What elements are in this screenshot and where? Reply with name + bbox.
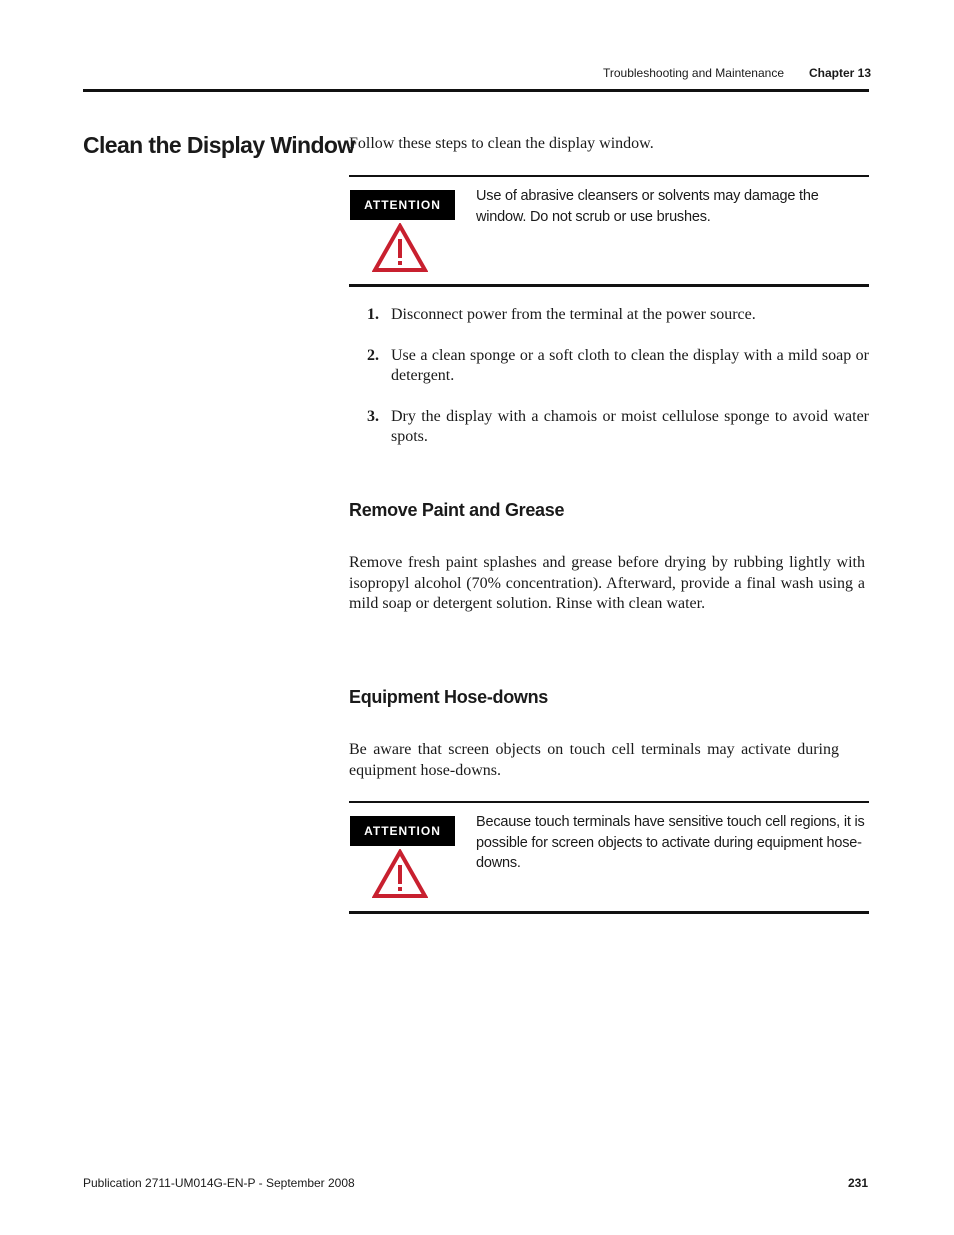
step-number: 1. xyxy=(367,306,379,323)
header-divider xyxy=(83,89,869,92)
attention-box xyxy=(349,175,869,287)
step-text: Dry the display with a chamois or moist cellulose sponge to avoid water spots. xyxy=(391,407,869,445)
header-section-title: Troubleshooting and Maintenance xyxy=(602,66,784,80)
step-number: 2. xyxy=(367,346,379,364)
remove-paint-text: Remove fresh paint splashes and grease before drying by rubbing lightly with isopropyl alcohol (70% concentration). Afterward, provide a final wash using a mild soap or detergent solution. Rinse with clean water. xyxy=(349,554,865,612)
step-text: Disconnect power from the terminal at the power source. xyxy=(391,306,756,323)
warning-triangle-icon xyxy=(372,849,428,899)
attention-label: ATTENTION xyxy=(350,816,455,846)
step-number: 3. xyxy=(367,407,379,425)
footer-publication: Publication 2711-UM014G-EN-P - September 2008 xyxy=(83,1176,355,1190)
step-item xyxy=(349,346,869,387)
hose-downs-text: Be aware that screen objects on touch cell terminals may activate during equipment hose-downs. xyxy=(349,741,839,779)
cleaning-steps-list xyxy=(349,305,869,468)
warning-triangle-icon xyxy=(372,223,428,273)
attention-text: Use of abrasive cleansers or solvents may damage the window. Do not scrub or use brushes. xyxy=(476,188,819,225)
step-text: Use a clean sponge or a soft cloth to clean the display with a mild soap or detergent. xyxy=(391,346,869,384)
intro-text: Follow these steps to clean the display window. xyxy=(349,135,654,152)
attention-box xyxy=(349,801,869,914)
remove-paint-heading: Remove Paint and Grease xyxy=(349,500,565,520)
attention-text: Because touch terminals have sensitive touch cell regions, it is possible for screen objects to activate during equipment hose-downs. xyxy=(476,814,865,871)
step-item xyxy=(349,305,869,326)
header-chapter: Chapter 13 xyxy=(809,66,872,80)
page-number: 231 xyxy=(847,1176,868,1190)
attention-label: ATTENTION xyxy=(350,190,455,220)
section-title: Clean the Display Window xyxy=(83,132,355,158)
hose-downs-heading: Equipment Hose-downs xyxy=(349,687,549,707)
step-item xyxy=(349,407,869,448)
